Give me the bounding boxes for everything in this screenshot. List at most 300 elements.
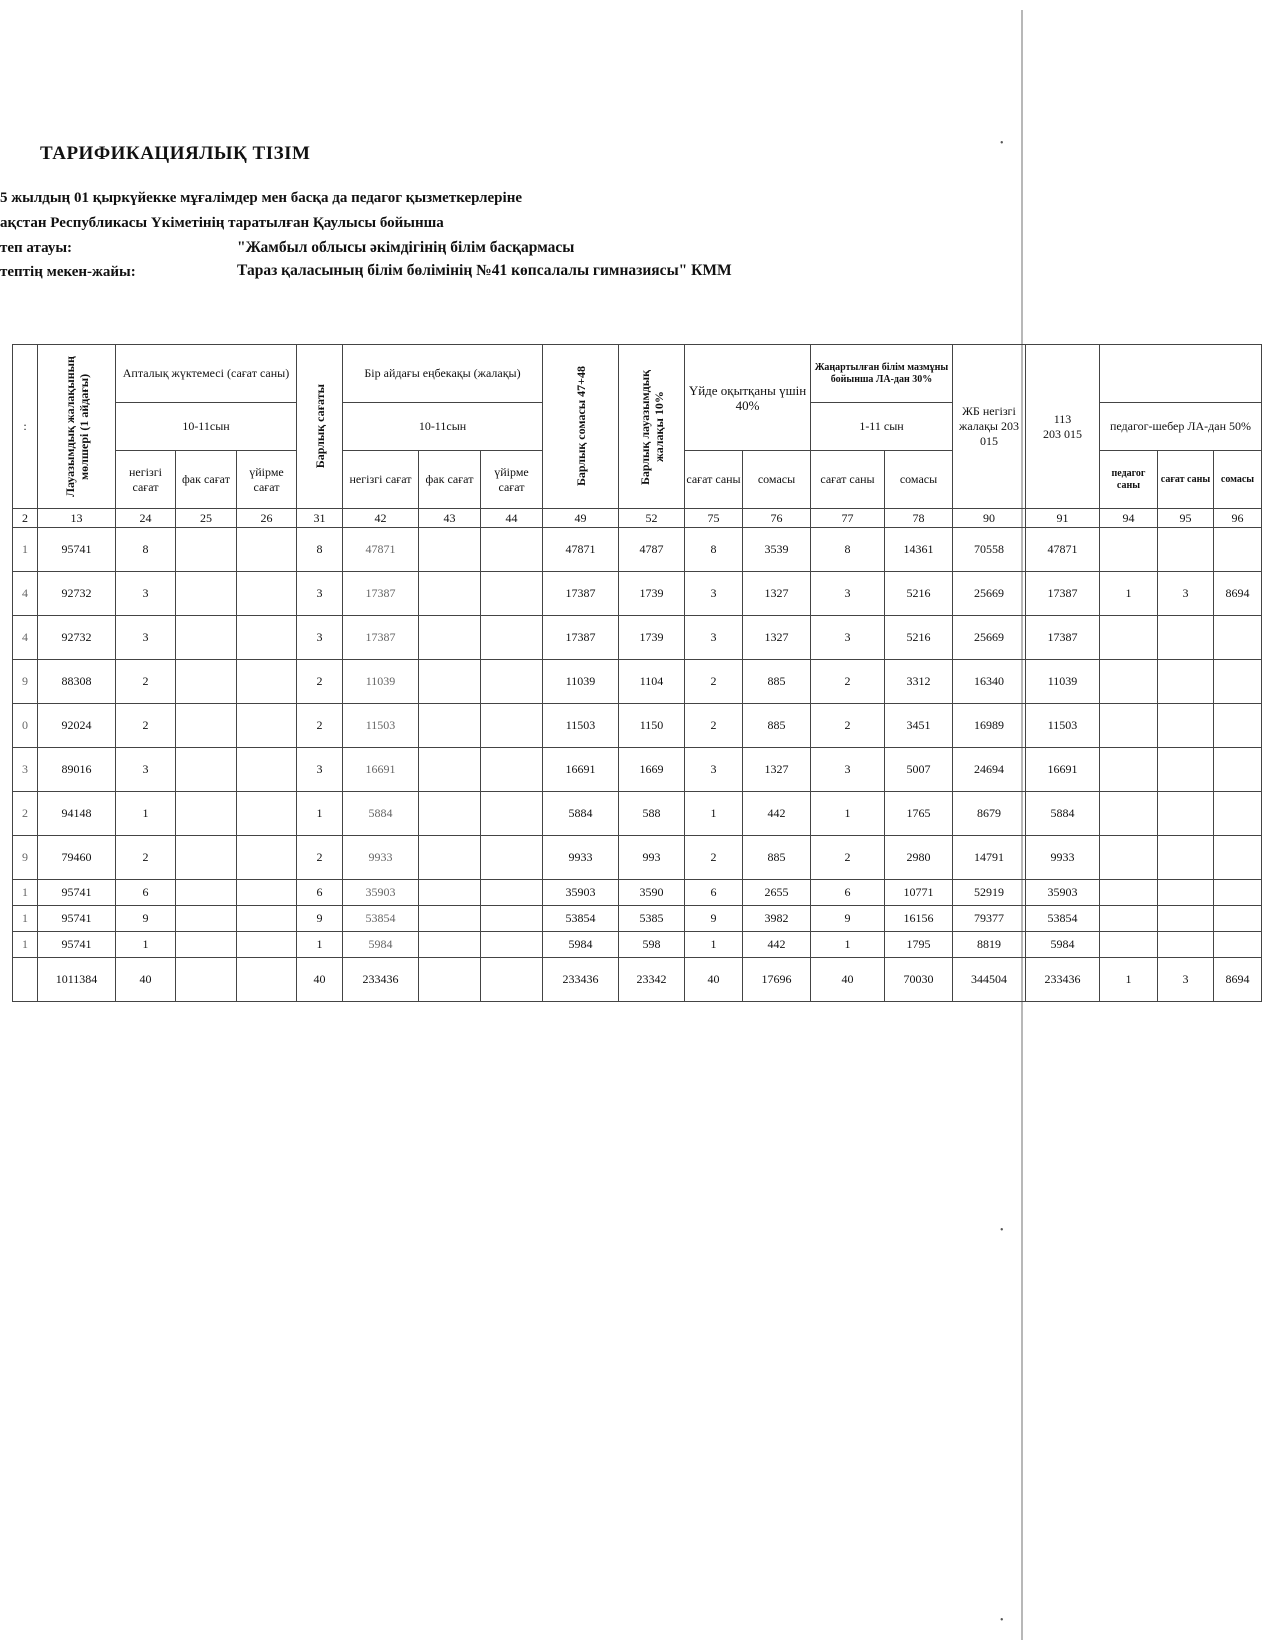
table-row [13,704,1262,748]
table-cell [1214,660,1262,704]
table-cell [481,792,543,836]
table-row [13,748,1262,792]
totals-cell [176,958,237,1002]
table-cell: 1327 [743,616,811,660]
header-hours-count: сағат саны [685,451,743,509]
header-master-blank [1100,345,1262,403]
table-cell: 588 [619,792,685,836]
table-cell [419,616,481,660]
table-cell: 1 [13,880,38,906]
table-cell: 2 [811,836,885,880]
table-cell: 16340 [953,660,1026,704]
table-cell: 4 [13,616,38,660]
totals-cell [481,958,543,1002]
totals-row [13,958,1262,1002]
table-cell: 1327 [743,748,811,792]
table-cell: 25669 [953,572,1026,616]
table-cell [1158,932,1214,958]
table-cell: 17387 [543,572,619,616]
table-cell: 88308 [38,660,116,704]
column-number: 96 [1214,509,1262,528]
scan-speck: • [1000,1225,1004,1236]
table-cell [176,528,237,572]
table-cell: 9 [116,906,176,932]
table-cell [419,792,481,836]
table-cell: 16156 [885,906,953,932]
table-cell: 5216 [885,572,953,616]
table-cell: 1 [297,932,343,958]
table-cell: 5007 [885,748,953,792]
table-cell: 3 [811,616,885,660]
table-cell: 1 [13,528,38,572]
totals-cell: 40 [297,958,343,1002]
header-updated-content: Жаңартылған білім мазмұны бойынша ЛА-дан 30% [811,345,953,403]
table-cell: 993 [619,836,685,880]
table-cell [176,792,237,836]
column-number: 26 [237,509,297,528]
table-cell: 1 [13,906,38,932]
table-cell: 3 [297,748,343,792]
table-cell [176,906,237,932]
table-cell: 11039 [343,660,419,704]
table-cell: 3539 [743,528,811,572]
table-cell: 16691 [543,748,619,792]
header-base-hours-b: негізгі сағат [343,451,419,509]
column-number: 90 [953,509,1026,528]
header-hours-count-b: сағат саны [811,451,885,509]
table-cell: 8 [685,528,743,572]
table-cell: 6 [116,880,176,906]
table-cell [1100,704,1158,748]
table-cell [481,836,543,880]
table-cell: 885 [743,660,811,704]
table-cell [237,792,297,836]
table-row [13,906,1262,932]
table-cell [1214,704,1262,748]
table-row [13,792,1262,836]
table-cell [1158,792,1214,836]
table-cell: 3 [13,748,38,792]
table-cell: 3 [297,572,343,616]
table-cell: 3312 [885,660,953,704]
table-cell: 5884 [343,792,419,836]
column-number: 42 [343,509,419,528]
tariff-table [12,344,1262,1002]
table-cell: 598 [619,932,685,958]
table-row [13,528,1262,572]
table-cell: 3 [811,572,885,616]
header-total-hours: Барлық сағаты [297,345,343,509]
table-cell: 53854 [1026,906,1100,932]
table-cell: 5216 [885,616,953,660]
column-number: 25 [176,509,237,528]
table-cell: 9 [13,836,38,880]
table-cell: 8694 [1214,572,1262,616]
header-master-teacher: педагог-шебер ЛА-дан 50% [1100,403,1262,451]
header-salary: Лауазымдық жалақының мөлшері (1 айдағы) [38,345,116,509]
table-cell [481,704,543,748]
header-col91-code-bottom: 203 015 [1043,426,1082,441]
table-cell: 35903 [343,880,419,906]
table-cell: 94148 [38,792,116,836]
document-title: ТАРИФИКАЦИЯЛЫҚ ТІЗІМ [40,143,311,164]
scan-speck: • [1000,138,1004,149]
table-cell [481,528,543,572]
table-cell [237,880,297,906]
table-cell: 95741 [38,528,116,572]
header-weekly-load: Апталық жүктемесі (сағат саны) [116,345,297,403]
table-cell [481,616,543,660]
table-cell [1158,906,1214,932]
totals-cell: 233436 [343,958,419,1002]
header-line-date: 5 жылдың 01 қыркүйекке мұғалімдер мен басқа да педагог қызметкерлеріне [0,190,522,206]
table-cell: 17387 [343,616,419,660]
table-cell: 10771 [885,880,953,906]
table-cell: 3 [116,748,176,792]
table-cell: 9933 [1026,836,1100,880]
table-cell: 1150 [619,704,685,748]
table-cell: 2 [685,704,743,748]
header-fact-hours-b: фак сағат [419,451,481,509]
totals-cell: 233436 [1026,958,1100,1002]
table-cell [1214,792,1262,836]
table-cell: 5984 [543,932,619,958]
table-cell: 2 [685,660,743,704]
table-cell [419,572,481,616]
header-pedagog-count: педагог саны [1100,451,1158,509]
table-cell: 2 [13,792,38,836]
totals-cell: 40 [685,958,743,1002]
table-cell: 6 [297,880,343,906]
table-cell: 2 [297,836,343,880]
table-cell [1214,880,1262,906]
table-cell: 95741 [38,932,116,958]
table-cell: 1765 [885,792,953,836]
table-cell [419,836,481,880]
header-circle-hours: үйірме сағат [237,451,297,509]
table-cell: 8679 [953,792,1026,836]
table-cell: 3 [685,748,743,792]
header-grade-111: 1-11 сын [811,403,953,451]
column-number: 95 [1158,509,1214,528]
table-cell: 92732 [38,616,116,660]
table-cell [419,704,481,748]
table-cell: 25669 [953,616,1026,660]
table-cell [176,836,237,880]
table-cell: 8 [811,528,885,572]
table-cell [419,528,481,572]
header-col-index: : [13,345,38,509]
table-cell: 16989 [953,704,1026,748]
totals-cell: 40 [116,958,176,1002]
table-cell: 1 [297,792,343,836]
header-jb-base: ЖБ негізгі жалақы 203 015 [953,345,1026,509]
table-cell [1100,932,1158,958]
table-cell: 92024 [38,704,116,748]
table-cell [237,906,297,932]
table-cell: 5884 [543,792,619,836]
table-cell: 16691 [343,748,419,792]
table-cell [419,880,481,906]
table-cell: 442 [743,792,811,836]
table-cell: 9 [811,906,885,932]
table-cell: 11503 [1026,704,1100,748]
table-cell: 14361 [885,528,953,572]
table-cell: 1739 [619,616,685,660]
column-number: 52 [619,509,685,528]
table-body [13,528,1262,1002]
column-number: 13 [38,509,116,528]
table-cell [1158,704,1214,748]
table-cell [481,932,543,958]
table-cell: 17387 [543,616,619,660]
org-name-value: "Жамбыл облысы әкімдігінің білім басқармасы [237,239,575,256]
table-cell: 8 [116,528,176,572]
table-cell: 2980 [885,836,953,880]
table-cell [1100,906,1158,932]
table-cell: 5385 [619,906,685,932]
table-cell: 3590 [619,880,685,906]
table-cell: 6 [685,880,743,906]
header-base-hours: негізгі сағат [116,451,176,509]
column-number: 75 [685,509,743,528]
scan-speck: • [1000,1615,1004,1626]
table-cell: 11503 [543,704,619,748]
table-cell: 47871 [1026,528,1100,572]
table-cell: 17387 [343,572,419,616]
table-cell [1100,616,1158,660]
table-cell: 16691 [1026,748,1100,792]
table-cell: 9 [297,906,343,932]
table-cell: 2 [685,836,743,880]
column-number: 24 [116,509,176,528]
table-cell: 1 [811,932,885,958]
totals-cell: 70030 [885,958,953,1002]
table-cell [481,748,543,792]
table-cell [481,660,543,704]
table-cell: 9 [13,660,38,704]
table-cell: 0 [13,704,38,748]
column-number: 31 [297,509,343,528]
table-cell [481,572,543,616]
table-cell [1214,932,1262,958]
table-cell [1100,660,1158,704]
header-amount-c: сомасы [1214,451,1262,509]
column-number: 76 [743,509,811,528]
table-cell: 3 [297,616,343,660]
table-cell: 53854 [543,906,619,932]
header-total-sum: Барлық сомасы 47+48 [543,345,619,509]
table-cell [1214,616,1262,660]
table-row [13,880,1262,906]
table-cell: 3 [685,616,743,660]
header-hours-count-c: сағат саны [1158,451,1214,509]
header-fact-hours: фак сағат [176,451,237,509]
table-cell: 3 [685,572,743,616]
column-number: 2 [13,509,38,528]
totals-cell [237,958,297,1002]
table-cell [1158,880,1214,906]
table-cell: 2 [116,836,176,880]
table-cell [176,572,237,616]
header-home-teaching: Үйде оқытқаны үшін 40% [685,345,811,451]
header-total-position-pay: Барлық лауазымдық жалақы 10% [619,345,685,509]
table-cell: 1 [1100,572,1158,616]
table-cell: 4 [13,572,38,616]
org-name-label: теп атауы: [0,240,73,256]
table-cell: 11039 [543,660,619,704]
table-cell: 79460 [38,836,116,880]
table-cell: 1 [685,792,743,836]
totals-cell: 8694 [1214,958,1262,1002]
table-cell [1100,528,1158,572]
table-cell: 8 [297,528,343,572]
table-cell [1100,880,1158,906]
table-cell [481,906,543,932]
table-cell [237,932,297,958]
table-cell [481,880,543,906]
header-grade-1011-b: 10-11сын [343,403,543,451]
table-cell [1158,748,1214,792]
table-cell: 47871 [543,528,619,572]
totals-cell: 1011384 [38,958,116,1002]
totals-cell: 23342 [619,958,685,1002]
table-cell [237,660,297,704]
table-cell [237,836,297,880]
table-row [13,572,1262,616]
document-header [0,0,1271,330]
table-cell [1214,528,1262,572]
table-cell: 1 [685,932,743,958]
table-cell: 70558 [953,528,1026,572]
table-cell: 442 [743,932,811,958]
table-cell: 9933 [543,836,619,880]
table-cell: 2 [811,660,885,704]
table-cell [1100,836,1158,880]
header-circle-hours-b: үйірме сағат [481,451,543,509]
table-cell [176,660,237,704]
table-cell: 9933 [343,836,419,880]
column-number-row [13,509,1262,528]
column-number: 91 [1026,509,1100,528]
table-cell: 95741 [38,906,116,932]
totals-cell: 17696 [743,958,811,1002]
table-cell: 5984 [343,932,419,958]
table-cell: 35903 [543,880,619,906]
header-grade-1011-a: 10-11сын [116,403,297,451]
table-cell: 5984 [1026,932,1100,958]
table-cell: 79377 [953,906,1026,932]
table-cell: 1739 [619,572,685,616]
table-cell: 2 [811,704,885,748]
table-cell: 885 [743,836,811,880]
org-address-value: Тараз қаласының білім бөлімінің №41 көпсалалы гимназиясы" КММ [237,262,732,279]
column-number: 44 [481,509,543,528]
table-cell [176,748,237,792]
table-cell: 92732 [38,572,116,616]
table-cell [1214,836,1262,880]
table-row [13,932,1262,958]
column-number: 94 [1100,509,1158,528]
table-cell: 9 [685,906,743,932]
table-row [13,616,1262,660]
table-cell: 2 [297,660,343,704]
table-cell [1214,748,1262,792]
header-line-decree: ақстан Республикасы Үкіметінің таратылған Қаулысы бойынша [0,215,444,231]
table-row [13,836,1262,880]
table-cell [1100,792,1158,836]
table-cell: 885 [743,704,811,748]
header-col91-code [1026,345,1100,509]
table-cell [176,932,237,958]
totals-cell [13,958,38,1002]
table-cell: 1 [13,932,38,958]
table-cell [237,748,297,792]
table-cell: 53854 [343,906,419,932]
table-cell: 2 [116,704,176,748]
table-cell: 2655 [743,880,811,906]
table-cell [419,660,481,704]
table-row [13,660,1262,704]
table-cell: 11039 [1026,660,1100,704]
table-cell: 2 [297,704,343,748]
table-cell: 1 [811,792,885,836]
table-cell: 3451 [885,704,953,748]
table-cell: 14791 [953,836,1026,880]
table-cell: 2 [116,660,176,704]
table-cell: 1327 [743,572,811,616]
table-cell: 1 [116,932,176,958]
org-address-label: тептің мекен-жайы: [0,264,136,280]
table-cell: 3 [116,616,176,660]
table-cell [1158,836,1214,880]
header-amount-b: сомасы [885,451,953,509]
table-cell [1158,660,1214,704]
table-cell [1158,616,1214,660]
table-cell [1214,906,1262,932]
table-cell: 47871 [343,528,419,572]
table-cell: 95741 [38,880,116,906]
table-cell: 1669 [619,748,685,792]
table-cell: 1104 [619,660,685,704]
table-cell: 5884 [1026,792,1100,836]
table-cell: 3 [1158,572,1214,616]
table-cell: 35903 [1026,880,1100,906]
table-cell: 17387 [1026,572,1100,616]
table-cell [237,572,297,616]
table-cell [237,528,297,572]
table-cell [237,704,297,748]
table-cell: 89016 [38,748,116,792]
table-cell: 3 [116,572,176,616]
header-col91-code-top: 113 [1053,411,1072,426]
table-cell [237,616,297,660]
table-cell [419,932,481,958]
table-cell: 3 [811,748,885,792]
table-cell: 3982 [743,906,811,932]
column-number: 78 [885,509,953,528]
table-cell: 8819 [953,932,1026,958]
column-number: 43 [419,509,481,528]
column-number: 49 [543,509,619,528]
totals-cell: 1 [1100,958,1158,1002]
totals-cell: 233436 [543,958,619,1002]
table-cell: 17387 [1026,616,1100,660]
header-monthly-pay: Бір айдағы еңбекақы (жалақы) [343,345,543,403]
table-cell: 1795 [885,932,953,958]
table-cell: 24694 [953,748,1026,792]
table-cell: 6 [811,880,885,906]
